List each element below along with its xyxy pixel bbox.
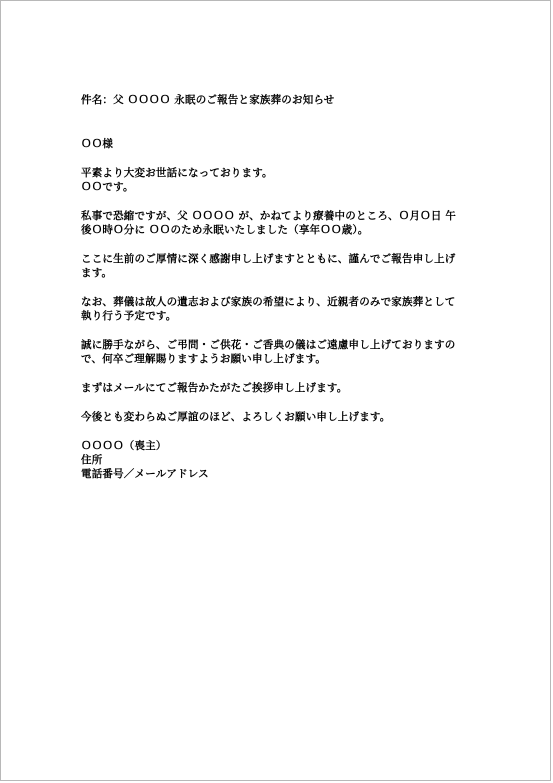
paragraph-closing bbox=[81, 381, 481, 395]
paragraph-line: まずはメールにてご報告かたがたご挨拶申し上げます。 bbox=[81, 382, 348, 394]
paragraph-line: 今後とも変わらぬご厚誼のほど、よろしくお願い申し上げます。 bbox=[81, 411, 391, 423]
paragraph-greeting bbox=[81, 166, 481, 194]
signature-name: ＯＯＯＯ（喪主） bbox=[81, 440, 167, 452]
paragraph-line: 私事で恐縮ですが、父 ＯＯＯＯ が、かねてより療養中のところ、Ｏ月Ｏ日 午 bbox=[81, 210, 457, 222]
paragraph-line: 後Ｏ時Ｏ分に ＯＯのため永眠いたしました（享年ＯＯ歳）。 bbox=[81, 224, 369, 236]
paragraph-line: ここに生前のご厚情に深く感謝申し上げますとともに、謹んでご報告申し上げ bbox=[81, 253, 456, 265]
paragraph-line: ます。 bbox=[81, 267, 113, 279]
paragraph-line: で、何卒ご理解賜りますようお願い申し上げます。 bbox=[81, 353, 327, 365]
letter-addressee: ＯＯ様 bbox=[81, 138, 114, 150]
paragraph-funeral bbox=[81, 295, 481, 323]
paragraph-regards bbox=[81, 410, 481, 424]
paragraph-announcement bbox=[81, 209, 481, 237]
letter-subject: 件名：父 ＯＯＯＯ 永眠のご報告と家族葬のお知らせ bbox=[81, 94, 335, 106]
signature-contact: 電話番号／メールアドレス bbox=[81, 468, 209, 480]
paragraph-condolence-decline bbox=[81, 338, 481, 366]
paragraph-line: なお、葬儀は故人の遺志および家族の希望により、近親者のみで家族葬として bbox=[81, 296, 456, 308]
letter-body bbox=[81, 93, 481, 481]
paragraph-line: 執り行う予定です。 bbox=[81, 310, 177, 322]
paragraph-gratitude bbox=[81, 252, 481, 280]
paragraph-line: 平素より大変お世話になっております。 bbox=[81, 167, 273, 179]
signature-address: 住所 bbox=[81, 454, 103, 466]
signature-block bbox=[81, 439, 481, 481]
paragraph-line: ＯＯです。 bbox=[81, 181, 134, 193]
paragraph-line: 誠に勝手ながら、ご弔問・ご供花・ご香典の儀はご遠慮申し上げておりますの bbox=[81, 339, 456, 351]
